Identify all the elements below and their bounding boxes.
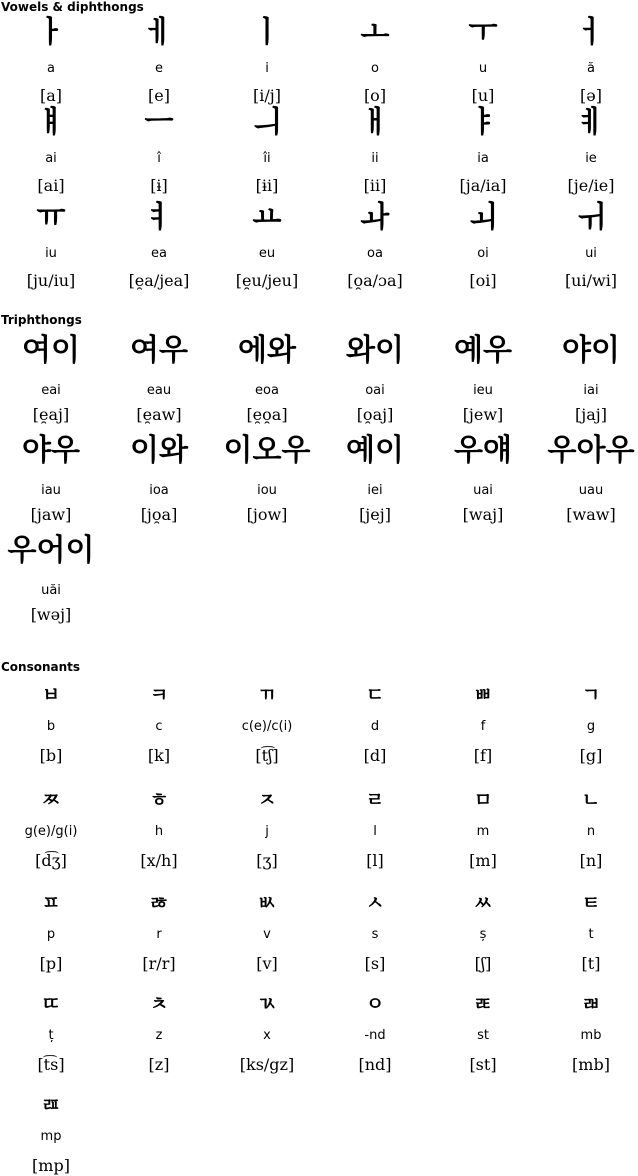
hangul-glyph: ㅆ [473,891,493,914]
hangul-glyph: ㅈ [257,788,277,811]
ipa-pronunciation: [e̯o̯a] [246,405,288,424]
hangul-glyph: ㄿ [41,1093,61,1116]
hangul-glyph: 우얘 [454,433,512,468]
latin-transliteration: î [157,151,161,166]
hangul-glyph: ㅒ [36,105,66,140]
ipa-pronunciation: [d͡ʒ] [35,851,67,870]
latin-transliteration: v [263,927,271,942]
ipa-pronunciation: [x/h] [140,851,178,870]
hangul-glyph: ㄹ [365,788,385,811]
latin-transliteration: îi [263,151,271,166]
ipa-pronunciation: [s] [364,954,386,973]
hangul-glyph: ㅑ [468,105,498,140]
latin-transliteration: ieu [473,383,493,398]
latin-transliteration: iai [583,383,599,398]
ipa-pronunciation: [t͡s] [37,1055,65,1074]
hangul-glyph: ㅠ [36,200,66,235]
latin-transliteration: oai [365,383,385,398]
hangul-glyph: ㅡ [144,105,174,140]
ipa-pronunciation: [mp] [32,1156,70,1175]
latin-transliteration: ioa [149,483,169,498]
ipa-pronunciation: [d] [363,746,387,765]
hangul-glyph: ㅕ [144,200,174,235]
hangul-glyph: ㅎ [149,788,169,811]
latin-transliteration: mb [580,1028,602,1043]
hangul-glyph: ㅁ [473,788,493,811]
hangul-glyph: ㅣ [252,15,282,50]
ipa-pronunciation: [e̯a/jea] [128,271,190,290]
hangul-glyph: 이오우 [223,433,311,468]
latin-transliteration: a [47,61,55,76]
ipa-pronunciation: [t͡ʃ] [255,746,279,765]
hangul-glyph: ㅉ [41,788,61,811]
hangul-glyph: ㅜ [468,15,498,50]
hangul-glyph: 여이 [22,333,80,368]
latin-transliteration: c(e)/c(i) [241,719,293,734]
latin-transliteration: i [265,61,269,76]
latin-transliteration: oi [477,246,489,261]
latin-transliteration: iei [367,483,383,498]
latin-transliteration: iau [41,483,61,498]
ipa-pronunciation: [ʃ] [474,954,492,973]
ipa-pronunciation: [f] [473,746,493,765]
ipa-pronunciation: [o̯a/ɔa] [347,271,403,290]
ipa-pronunciation: [jej] [359,505,391,524]
hangul-glyph: ㅚ [468,200,498,235]
ipa-pronunciation: [jow] [246,505,288,524]
latin-transliteration: ea [151,246,167,261]
latin-transliteration: eoa [255,383,279,398]
ipa-pronunciation: [jaw] [30,505,72,524]
latin-transliteration: t [588,927,594,942]
hangul-glyph: ㅔ [144,15,174,50]
hangul-glyph: ㅛ [252,200,282,235]
ipa-pronunciation: [u] [471,86,495,105]
hangul-glyph: ㅂ [41,683,61,706]
latin-transliteration: x [263,1028,271,1043]
latin-transliteration: n [586,824,596,839]
ipa-pronunciation: [oi] [469,271,497,290]
hangul-glyph: ㅄ [257,891,277,914]
ipa-pronunciation: [jew] [462,405,504,424]
hangul-glyph: ㅍ [41,891,61,914]
latin-transliteration: ii [371,151,379,166]
latin-transliteration: f [480,719,486,734]
latin-transliteration: e [155,61,163,76]
ipa-pronunciation: [e̯aj] [32,405,70,424]
latin-transliteration: eu [258,246,276,261]
ipa-pronunciation: [ks/gz] [239,1055,295,1074]
latin-transliteration: uau [578,483,604,498]
hangul-glyph: ㅇ [365,992,385,1015]
latin-transliteration: p [46,927,56,942]
ipa-pronunciation: [e̯aw] [136,405,182,424]
latin-transliteration: h [154,824,164,839]
hangul-glyph: 예이 [346,433,404,468]
latin-transliteration: r [156,927,162,942]
latin-transliteration: ui [585,246,597,261]
hangul-glyph: ㅢ [252,105,282,140]
ipa-pronunciation: [m] [469,851,497,870]
hangul-glyph: 예우 [454,333,512,368]
latin-transliteration: mp [40,1129,62,1144]
hangul-glyph: 야우 [22,433,80,468]
section-title: Vowels & diphthongs [1,0,144,14]
latin-transliteration: ș [479,927,487,942]
ipa-pronunciation: [t] [581,954,601,973]
latin-transliteration: ia [477,151,489,166]
ipa-pronunciation: [g] [579,746,603,765]
ipa-pronunciation: [o] [363,86,387,105]
hangul-glyph: ㅐ [360,105,390,140]
hangul-glyph: ㅟ [576,200,606,235]
ipa-pronunciation: [jo̯a] [140,505,178,524]
latin-transliteration: z [155,1028,163,1043]
ipa-pronunciation: [ai] [37,176,65,195]
latin-transliteration: uăi [41,583,61,598]
latin-transliteration: g [586,719,596,734]
ipa-pronunciation: [waj] [462,505,504,524]
hangul-glyph: 에와 [238,333,296,368]
ipa-pronunciation: [v] [256,954,278,973]
hangul-glyph: 와이 [346,333,404,368]
hangul-glyph: ㅗ [360,15,390,50]
hangul-glyph: ㅅ [365,891,385,914]
hangul-glyph: 우어이 [7,533,95,568]
hangul-glyph: 우아우 [547,433,635,468]
latin-transliteration: ă [587,61,595,76]
hangul-glyph: ㄲ [257,683,277,706]
latin-transliteration: eai [41,383,61,398]
hangul-glyph: ㄼ [581,992,601,1015]
ipa-pronunciation: [nd] [358,1055,392,1074]
latin-transliteration: uai [473,483,493,498]
latin-transliteration: g(e)/g(i) [24,824,78,839]
hangul-glyph: ㅋ [149,683,169,706]
latin-transliteration: s [371,927,379,942]
hangul-glyph: ㅊ [149,992,169,1015]
hangul-glyph: 이와 [130,433,188,468]
ipa-pronunciation: [ju/iu] [26,271,76,290]
latin-transliteration: -nd [364,1028,386,1043]
latin-transliteration: m [476,824,490,839]
latin-transliteration: ț [48,1028,54,1043]
hangul-glyph: ㅏ [36,15,66,50]
ipa-pronunciation: [je/ie] [567,176,615,195]
ipa-pronunciation: [r/r] [142,954,176,973]
hangul-glyph: ㅌ [581,891,601,914]
latin-transliteration: c [155,719,163,734]
ipa-pronunciation: [ə] [580,86,602,105]
ipa-pronunciation: [waw] [566,505,616,524]
hangul-glyph: ㅀ [149,891,169,914]
latin-transliteration: b [46,719,56,734]
ipa-pronunciation: [ja/ia] [459,176,507,195]
latin-transliteration: ai [45,151,57,166]
section-title: Triphthongs [1,313,82,327]
ipa-pronunciation: [b] [39,746,63,765]
latin-transliteration: eau [146,383,172,398]
ipa-pronunciation: [ui/wi] [564,271,618,290]
ipa-pronunciation: [st] [469,1055,497,1074]
hangul-glyph: ㄾ [473,992,493,1015]
ipa-pronunciation: [o̯aj] [356,405,394,424]
ipa-pronunciation: [k] [147,746,171,765]
latin-transliteration: o [371,61,379,76]
hangul-glyph: 여우 [130,333,188,368]
hangul-glyph: ㅖ [576,105,606,140]
ipa-pronunciation: [i/j] [253,86,281,105]
ipa-pronunciation: [p] [39,954,63,973]
hangul-glyph: ㅃ [473,683,493,706]
ipa-pronunciation: [l] [366,851,384,870]
latin-transliteration: d [370,719,380,734]
ipa-pronunciation: [e] [148,86,170,105]
latin-transliteration: l [373,824,377,839]
latin-transliteration: oa [367,246,383,261]
ipa-pronunciation: [ɨi] [255,176,279,195]
ipa-pronunciation: [ii] [363,176,387,195]
ipa-pronunciation: [ʒ] [256,851,278,870]
hangul-glyph: 야이 [562,333,620,368]
latin-transliteration: j [265,824,269,839]
ipa-pronunciation: [ɨ] [150,176,168,195]
latin-transliteration: iu [45,246,57,261]
latin-transliteration: iou [257,483,277,498]
hangul-glyph: ㄳ [257,992,277,1015]
ipa-pronunciation: [wəj] [30,605,72,624]
hangul-glyph: ㅘ [360,200,390,235]
ipa-pronunciation: [jaj] [575,405,607,424]
hangul-glyph: ㄷ [365,683,385,706]
hangul-glyph: ㄸ [41,992,61,1015]
hangul-glyph: ㄱ [581,683,601,706]
hangul-glyph: ㄴ [581,788,601,811]
hangul-glyph: ㅓ [576,15,606,50]
section-title: Consonants [1,660,81,674]
ipa-pronunciation: [mb] [572,1055,610,1074]
ipa-pronunciation: [e̯u/jeu] [235,271,299,290]
latin-transliteration: st [477,1028,489,1043]
latin-transliteration: ie [585,151,597,166]
latin-transliteration: u [478,61,488,76]
ipa-pronunciation: [a] [39,86,63,105]
ipa-pronunciation: [z] [148,1055,170,1074]
ipa-pronunciation: [n] [579,851,603,870]
